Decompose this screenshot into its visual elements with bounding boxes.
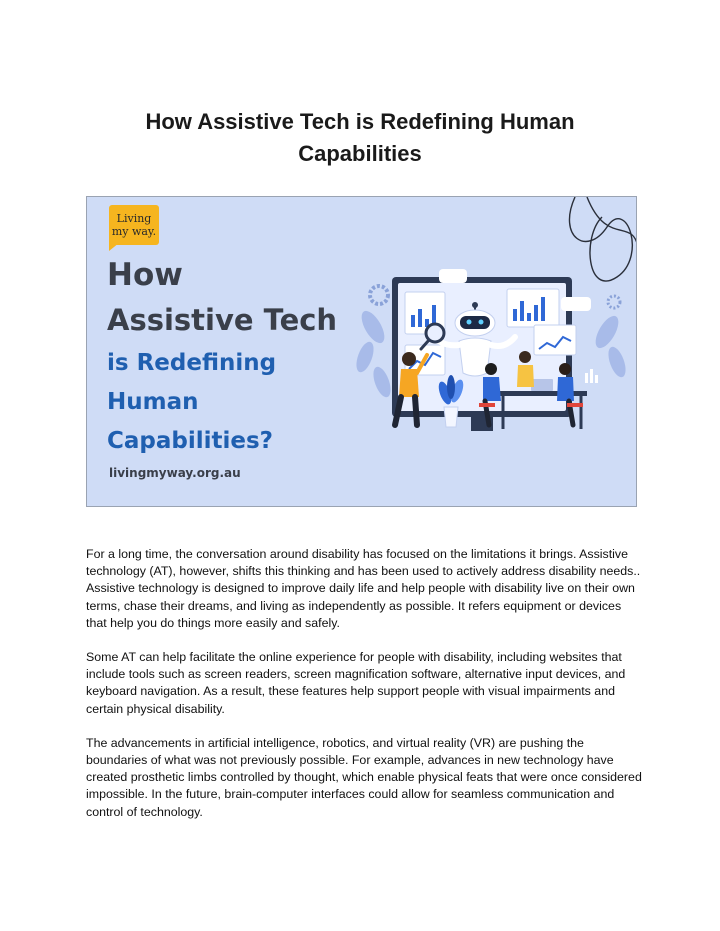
- logo-line2: my way.: [111, 225, 157, 238]
- logo-line1: Living: [116, 212, 152, 225]
- banner-headline-1: How: [107, 257, 183, 293]
- speech-bubble: [439, 269, 467, 283]
- gear-icon-2: [608, 296, 620, 308]
- banner-headline-5: Capabilities?: [107, 428, 274, 454]
- paragraph-3: The advancements in artificial intelligence, robotics, and virtual reality (VR) are pushing the boundaries of what was not previously possible. For example, advances in new technology have created prosthetic limbs controlled by thought, which enable physical feats that were once considered impossible. In the future, brain-computer interfaces could allow for seamless communication and control of technology.: [86, 735, 642, 819]
- gear-icon: [370, 286, 388, 304]
- speech-bubble-2: [561, 297, 591, 311]
- banner-website: livingmyway.org.au: [109, 466, 241, 480]
- page-title: How Assistive Tech is Redefining Human Capabilities: [145, 109, 575, 166]
- banner-headline-4: Human: [107, 389, 199, 415]
- article-body: [86, 546, 642, 838]
- banner-headline-2: Assistive Tech: [107, 303, 338, 337]
- laptop-icon: [531, 379, 553, 391]
- banner-illustration: [87, 197, 637, 507]
- paragraph-1: For a long time, the conversation around disability has focused on the limitations it brings. Assistive technology (AT), however, shifts this thinking and has been used to actively address disability needs.. Assistive technology is designed to improve daily life and help people with disability live on their own terms, chase their dreams, and living as independently as possible. It refers equipment or devices that help you do things more easily and safely.: [86, 547, 641, 630]
- banner-headline-3: is Redefining: [107, 350, 277, 376]
- squiggle-decoration: [569, 197, 632, 281]
- paragraph-2: Some AT can help facilitate the online experience for people with disability, including websites that include tools such as screen readers, screen magnification software, alternative input devices, and keyboard navigation. As a result, these features help support people with visual impairments and certain physical disability.: [86, 650, 626, 716]
- banner-image: [86, 196, 637, 507]
